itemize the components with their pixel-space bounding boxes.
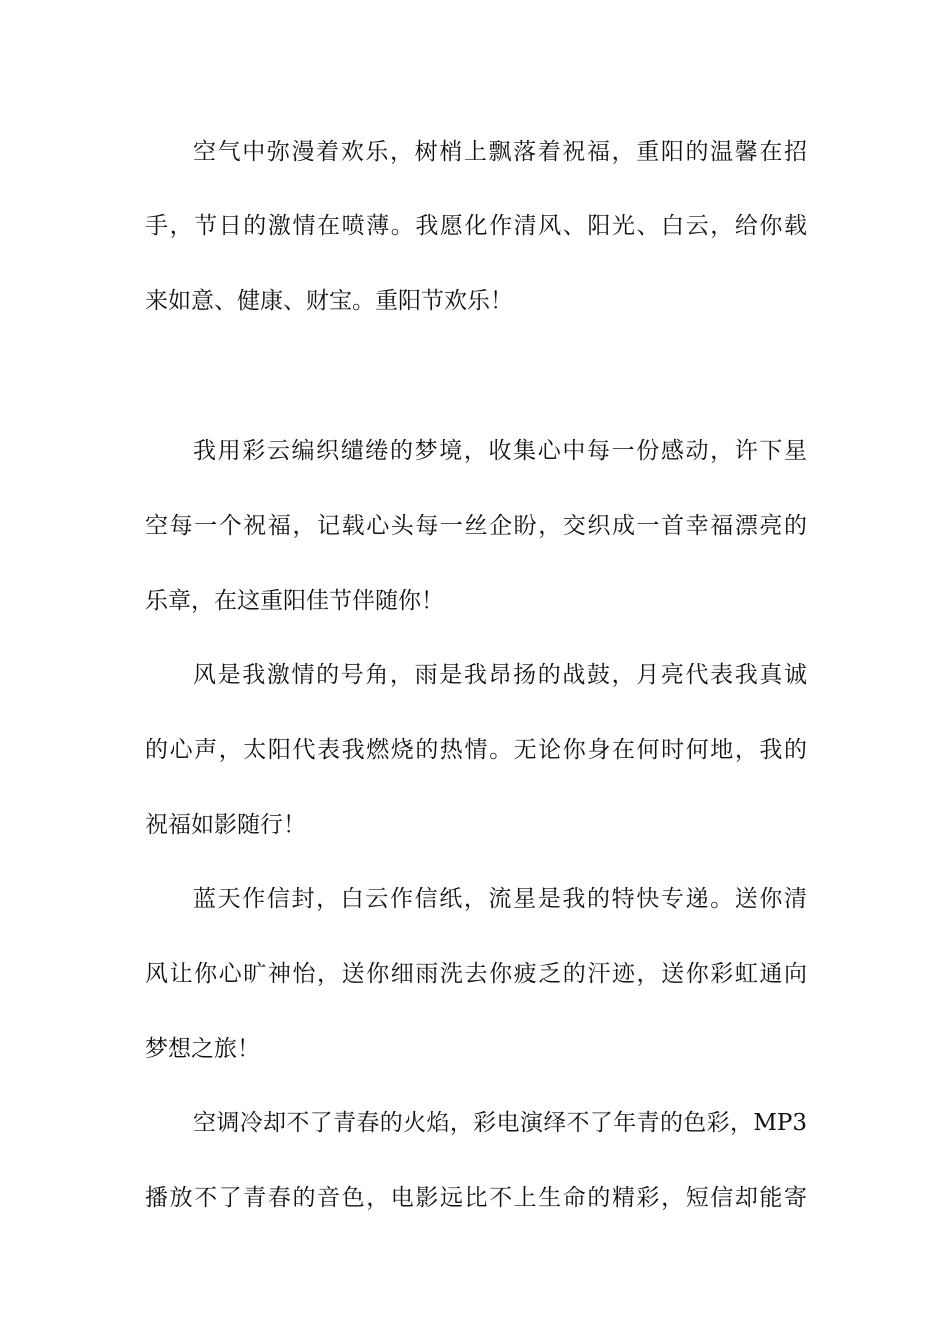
paragraph-3-line-3: 祝福如影随行！ (145, 812, 306, 838)
paragraph-2-line-3: 乐章，在这重阳佳节伴随你！ (145, 588, 444, 614)
paragraph-5-line-1: 空调冷却不了青春的火焰，彩电演绎不了年青的色彩，MP3 (193, 1110, 807, 1136)
paragraph-4-line-1: 蓝天作信封，白云作信纸，流星是我的特快专递。送你清 (193, 886, 807, 912)
paragraph-1-line-1: 空气中弥漫着欢乐，树梢上飘落着祝福，重阳的温馨在招 (193, 139, 807, 165)
paragraph-1-line-3: 来如意、健康、财宝。重阳节欢乐！ (145, 288, 513, 314)
paragraph-3-line-2: 的心声，太阳代表我燃烧的热情。无论你身在何时何地，我的 (145, 737, 807, 763)
paragraph-2-line-2: 空每一个祝福，记载心头每一丝企盼，交织成一首幸福漂亮的 (145, 513, 807, 539)
paragraph-3-line-1: 风是我激情的号角，雨是我昂扬的战鼓，月亮代表我真诚 (193, 662, 807, 688)
paragraph-1-line-2: 手，节日的激情在喷薄。我愿化作清风、阳光、白云，给你载 (145, 213, 807, 239)
paragraph-5-line-2: 播放不了青春的音色，电影远比不上生命的精彩，短信却能寄 (145, 1185, 807, 1211)
paragraph-4-line-3: 梦想之旅！ (145, 1036, 260, 1062)
paragraph-2-line-1: 我用彩云编织缱绻的梦境，收集心中每一份感动，许下星 (193, 438, 807, 464)
paragraph-4-line-2: 风让你心旷神怡，送你细雨洗去你疲乏的汗迹，送你彩虹通向 (145, 961, 807, 987)
